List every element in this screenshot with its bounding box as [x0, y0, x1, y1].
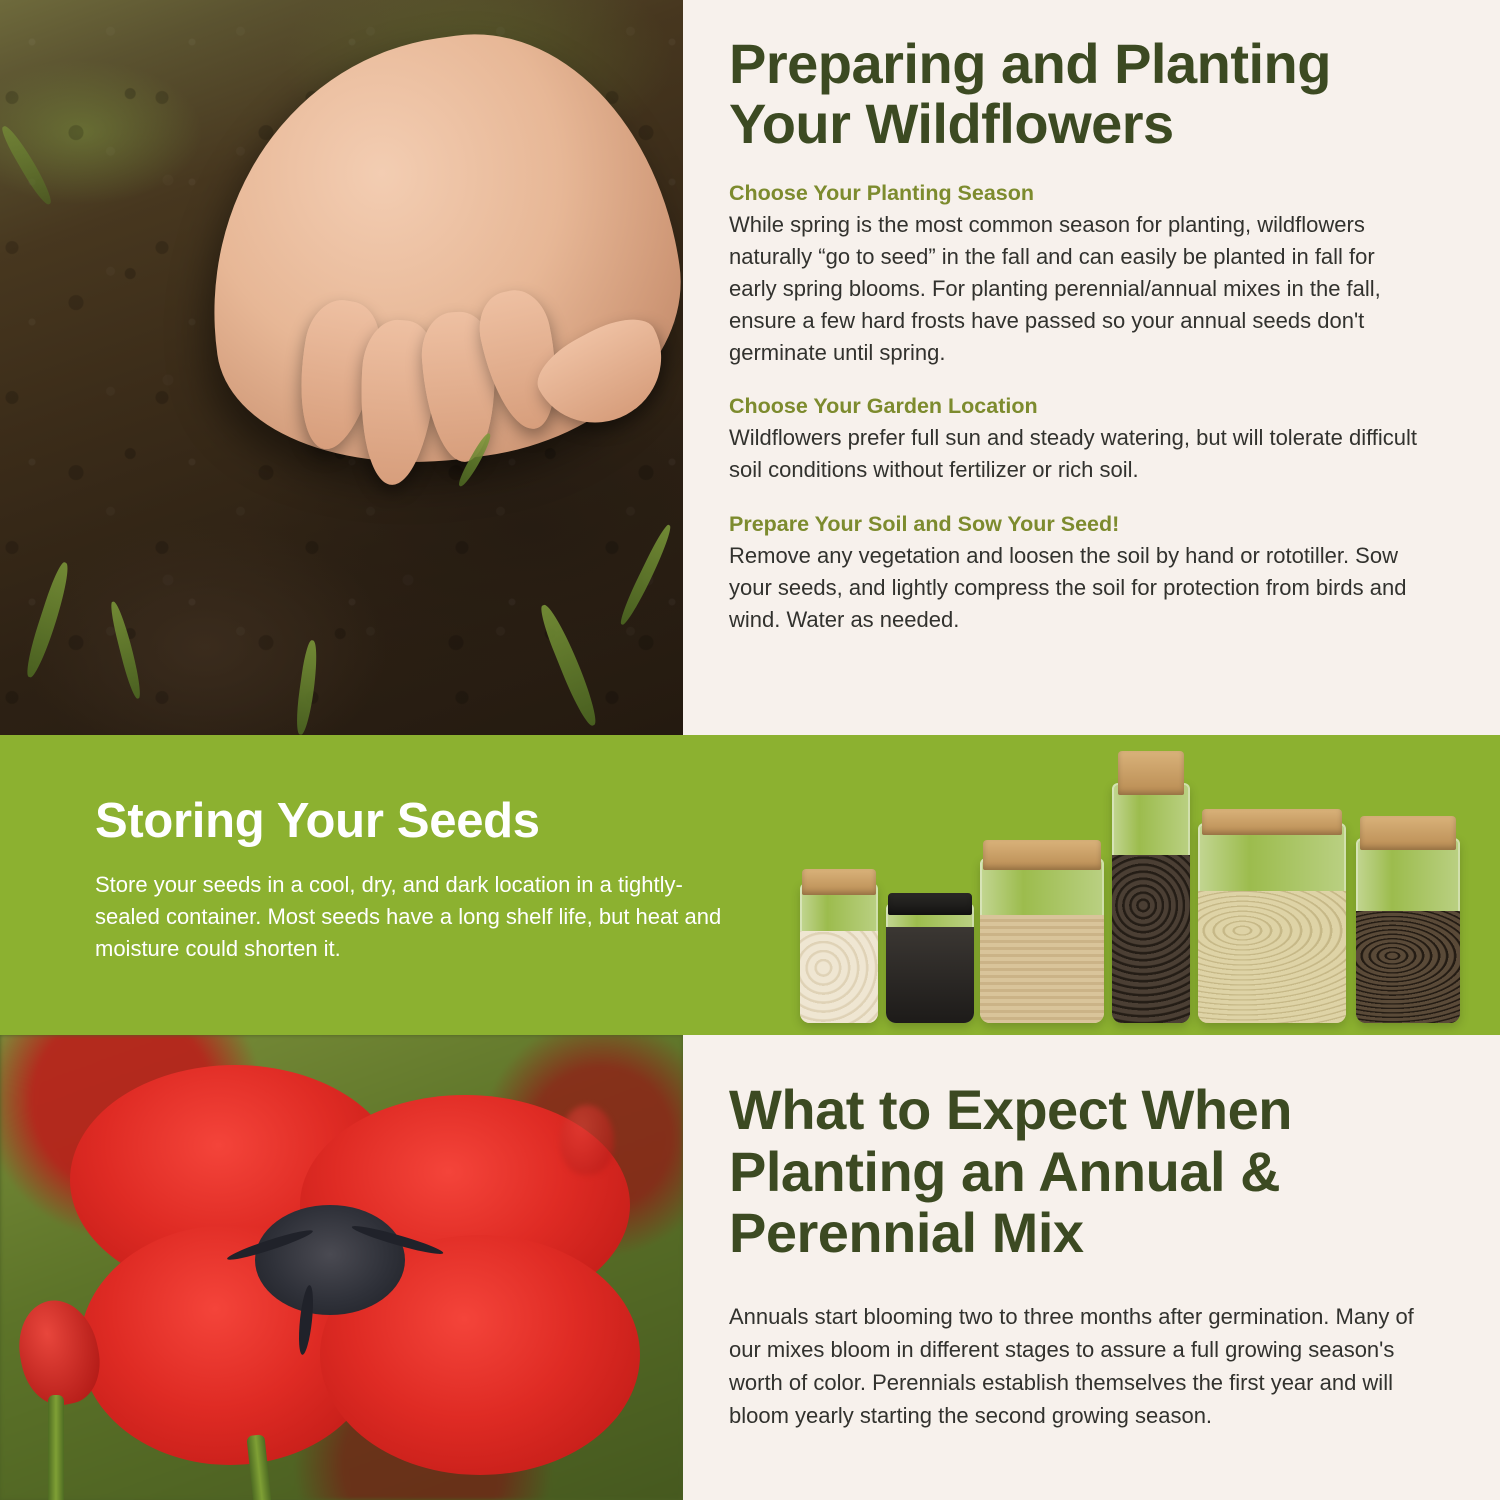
seed-fill-pumpkin [1198, 891, 1346, 1023]
seed-fill-white-beans [800, 931, 878, 1023]
cork-lid [983, 840, 1101, 870]
subheading-garden-location: Choose Your Garden Location [729, 394, 1038, 419]
section-2-text [0, 735, 800, 1035]
cork-lid [1118, 751, 1184, 795]
cork-lid [888, 893, 972, 915]
what-to-expect-title: What to Expect When Planting an Annual & Perennial Mix [729, 1078, 1292, 1265]
block-prepare-soil [729, 512, 1422, 636]
body-prepare-soil: Remove any vegetation and loosen the soil by hand or rototiller. Sow your seeds, and lightly compress the soil for protection from birds and wind. Water as needed. [729, 543, 1407, 632]
page-title: Preparing and Planting Your Wildflowers [729, 32, 1331, 156]
poppy-center [255, 1205, 405, 1315]
glass-jars-of-seeds-photo [800, 735, 1500, 1035]
jar-tall-dark-seeds [1112, 783, 1190, 1023]
seed-fill-dark-speckled [1112, 855, 1190, 1023]
section-3-text [683, 1035, 1500, 1500]
hand-sowing-seeds-in-soil-photo [0, 0, 683, 735]
body-garden-location: Wildflowers prefer full sun and steady watering, but will tolerate difficult soil conditions without fertilizer or rich soil. [729, 425, 1418, 483]
cork-lid [802, 869, 876, 895]
seed-fill-sunflower [1356, 911, 1460, 1023]
cork-lid [1202, 809, 1342, 835]
poppy-bud-background [560, 1105, 614, 1175]
body-planting-season: While spring is the most common season for planting, wildflowers naturally “go to seed” in the fall and can easily be planted in fall for early spring blooms. For planting perennial/annual mixes in the fall, ensure a few hard frosts have passed so your annual seeds don't germinate until spring. [729, 211, 1381, 365]
jar-white-beans [800, 883, 878, 1023]
section-preparing-planting [0, 0, 1500, 735]
section-storing-seeds [0, 735, 1500, 1035]
poppy-stem [48, 1395, 64, 1500]
seed-fill-black [886, 927, 974, 1023]
jar-sunflower-seeds [1356, 838, 1460, 1023]
subheading-prepare-soil: Prepare Your Soil and Sow Your Seed! [729, 512, 1120, 537]
what-to-expect-body: Annuals start blooming two to three months after germination. Many of our mixes bloom in different stages to assure a full growing season's worth of color. Perennials establish themselves the first year and will bloom yearly starting the second growing season. [729, 1303, 1414, 1428]
red-poppy-flower-photo [0, 1035, 683, 1500]
cork-lid [1360, 816, 1456, 850]
block-garden-location [729, 394, 1422, 486]
section-1-text [683, 0, 1500, 735]
storing-seeds-title: Storing Your Seeds [95, 794, 540, 848]
storing-seeds-body: Store your seeds in a cool, dry, and dark location in a tightly-sealed container. Most seeds have a long shelf life, but heat and moisture could shorten it. [95, 872, 722, 961]
seed-fill-tan [980, 915, 1104, 1023]
subheading-planting-season: Choose Your Planting Season [729, 180, 1035, 205]
section-what-to-expect [0, 1035, 1500, 1500]
block-planting-season [729, 181, 1422, 368]
jar-tan-seeds [980, 858, 1104, 1023]
jar-black-seeds [886, 903, 974, 1023]
jar-pumpkin-seeds [1198, 823, 1346, 1023]
